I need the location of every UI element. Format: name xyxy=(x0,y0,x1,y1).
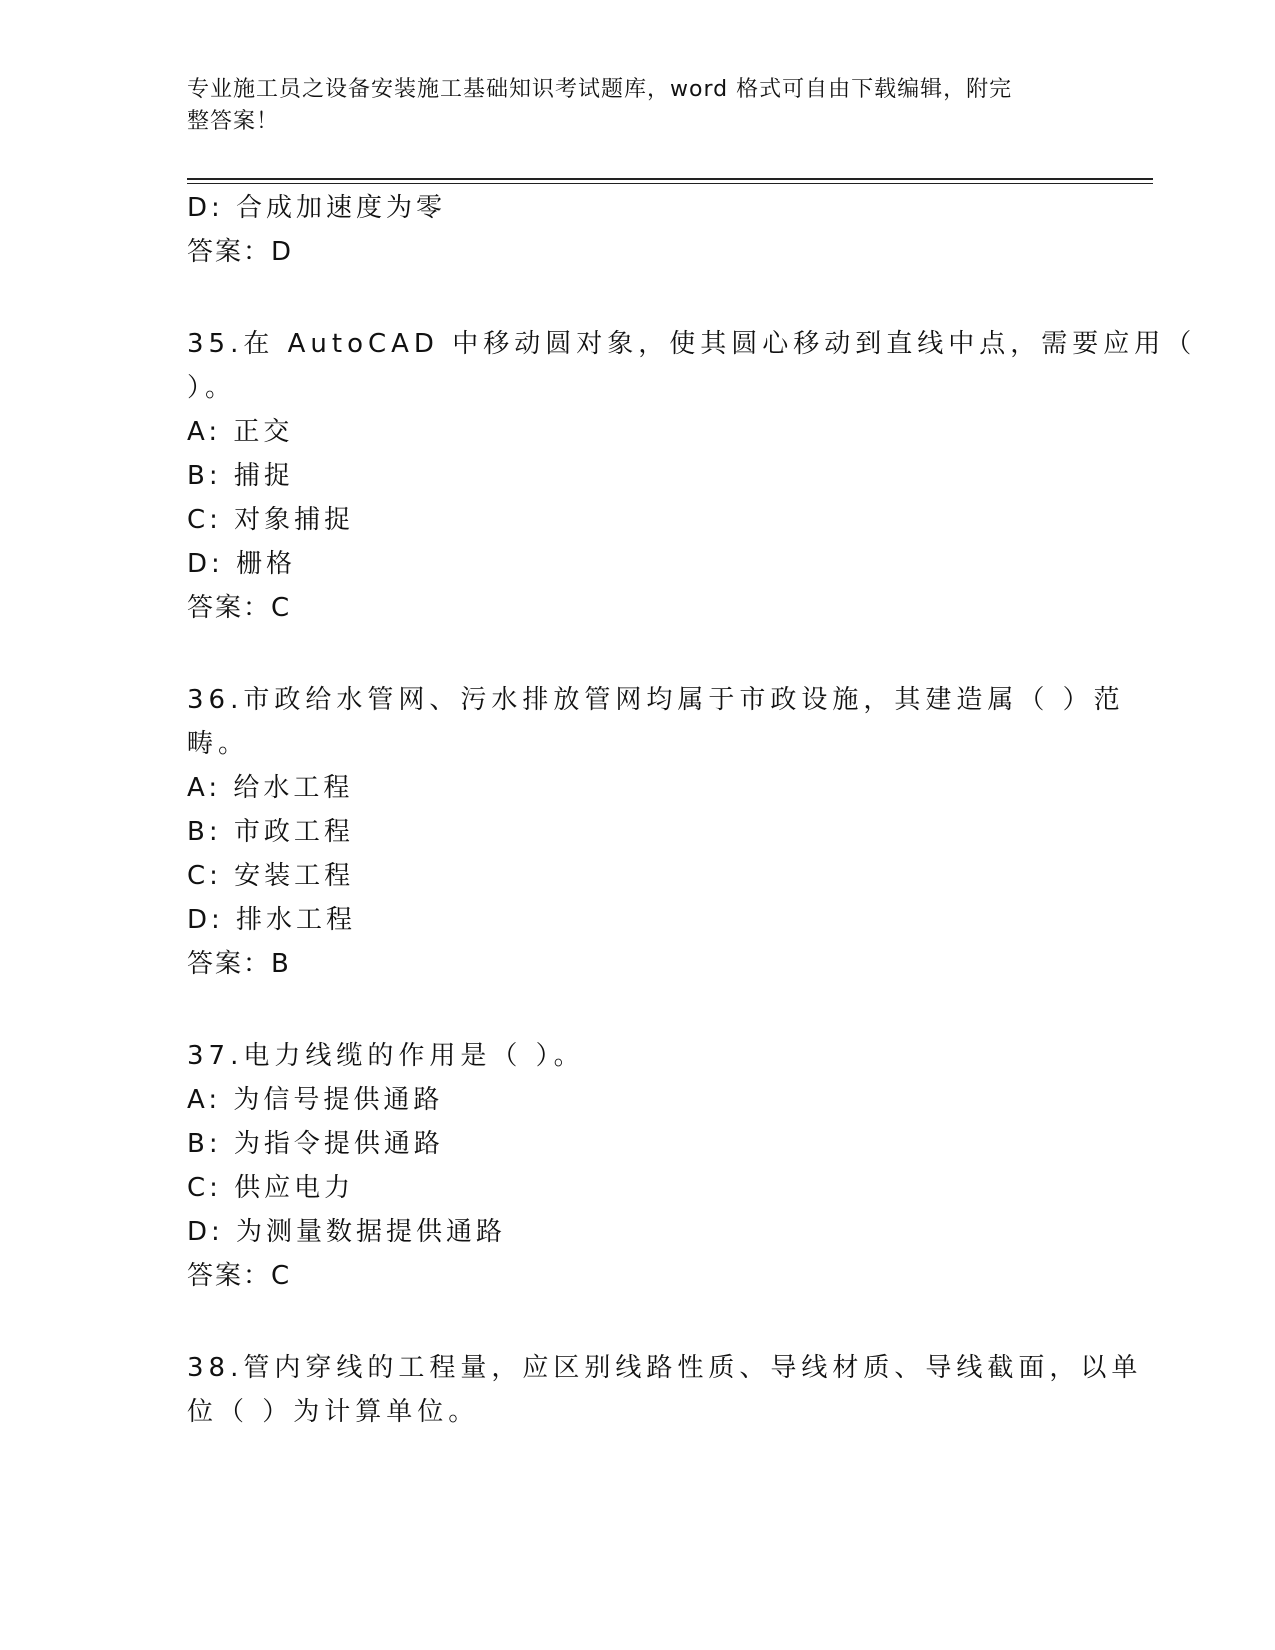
q35-answer: 答案：C xyxy=(187,593,292,623)
q35-option-b: B: 捕捉 xyxy=(187,461,294,491)
q35-option-a: A: 正交 xyxy=(187,417,294,447)
q38-stem-line-2: 位（ ）为计算单位。 xyxy=(187,1397,480,1427)
header-divider-thick xyxy=(187,178,1153,180)
q34-answer: 答案：D xyxy=(187,237,294,267)
q37-option-b: B: 为指令提供通路 xyxy=(187,1129,444,1159)
header-line-1: 专业施工员之设备安装施工基础知识考试题库，word 格式可自由下载编辑，附完 xyxy=(187,77,1013,102)
q35-stem-line-1: 35.在 AutoCAD 中移动圆对象，使其圆心移动到直线中点，需要应用（ xyxy=(187,329,1197,359)
q36-option-a: A: 给水工程 xyxy=(187,773,354,803)
q36-option-b: B: 市政工程 xyxy=(187,817,354,847)
q35-stem-line-2: ）。 xyxy=(187,373,237,403)
q36-stem-line-2: 畴。 xyxy=(187,729,250,759)
q37-answer: 答案：C xyxy=(187,1261,292,1291)
header-line-2: 整答案！ xyxy=(187,109,280,134)
q36-stem-line-1: 36.市政给水管网、污水排放管网均属于市政设施，其建造属（ ）范 xyxy=(187,685,1125,715)
q36-option-d: D: 排水工程 xyxy=(187,905,357,935)
q37-option-a: A: 为信号提供通路 xyxy=(187,1085,444,1115)
q37-stem-line-1: 37.电力线缆的作用是（ ）。 xyxy=(187,1041,585,1071)
q35-option-c: C: 对象捕捉 xyxy=(187,505,355,535)
q36-option-c: C: 安装工程 xyxy=(187,861,355,891)
q35-option-d: D: 栅格 xyxy=(187,549,297,579)
header-divider-thin xyxy=(187,183,1153,184)
q34-option-d: D: 合成加速度为零 xyxy=(187,193,447,223)
q37-option-d: D: 为测量数据提供通路 xyxy=(187,1217,507,1247)
q37-option-c: C: 供应电力 xyxy=(187,1173,355,1203)
q38-stem-line-1: 38.管内穿线的工程量，应区别线路性质、导线材质、导线截面，以单 xyxy=(187,1353,1143,1383)
document-header xyxy=(187,74,1067,138)
q36-answer: 答案：B xyxy=(187,949,291,979)
